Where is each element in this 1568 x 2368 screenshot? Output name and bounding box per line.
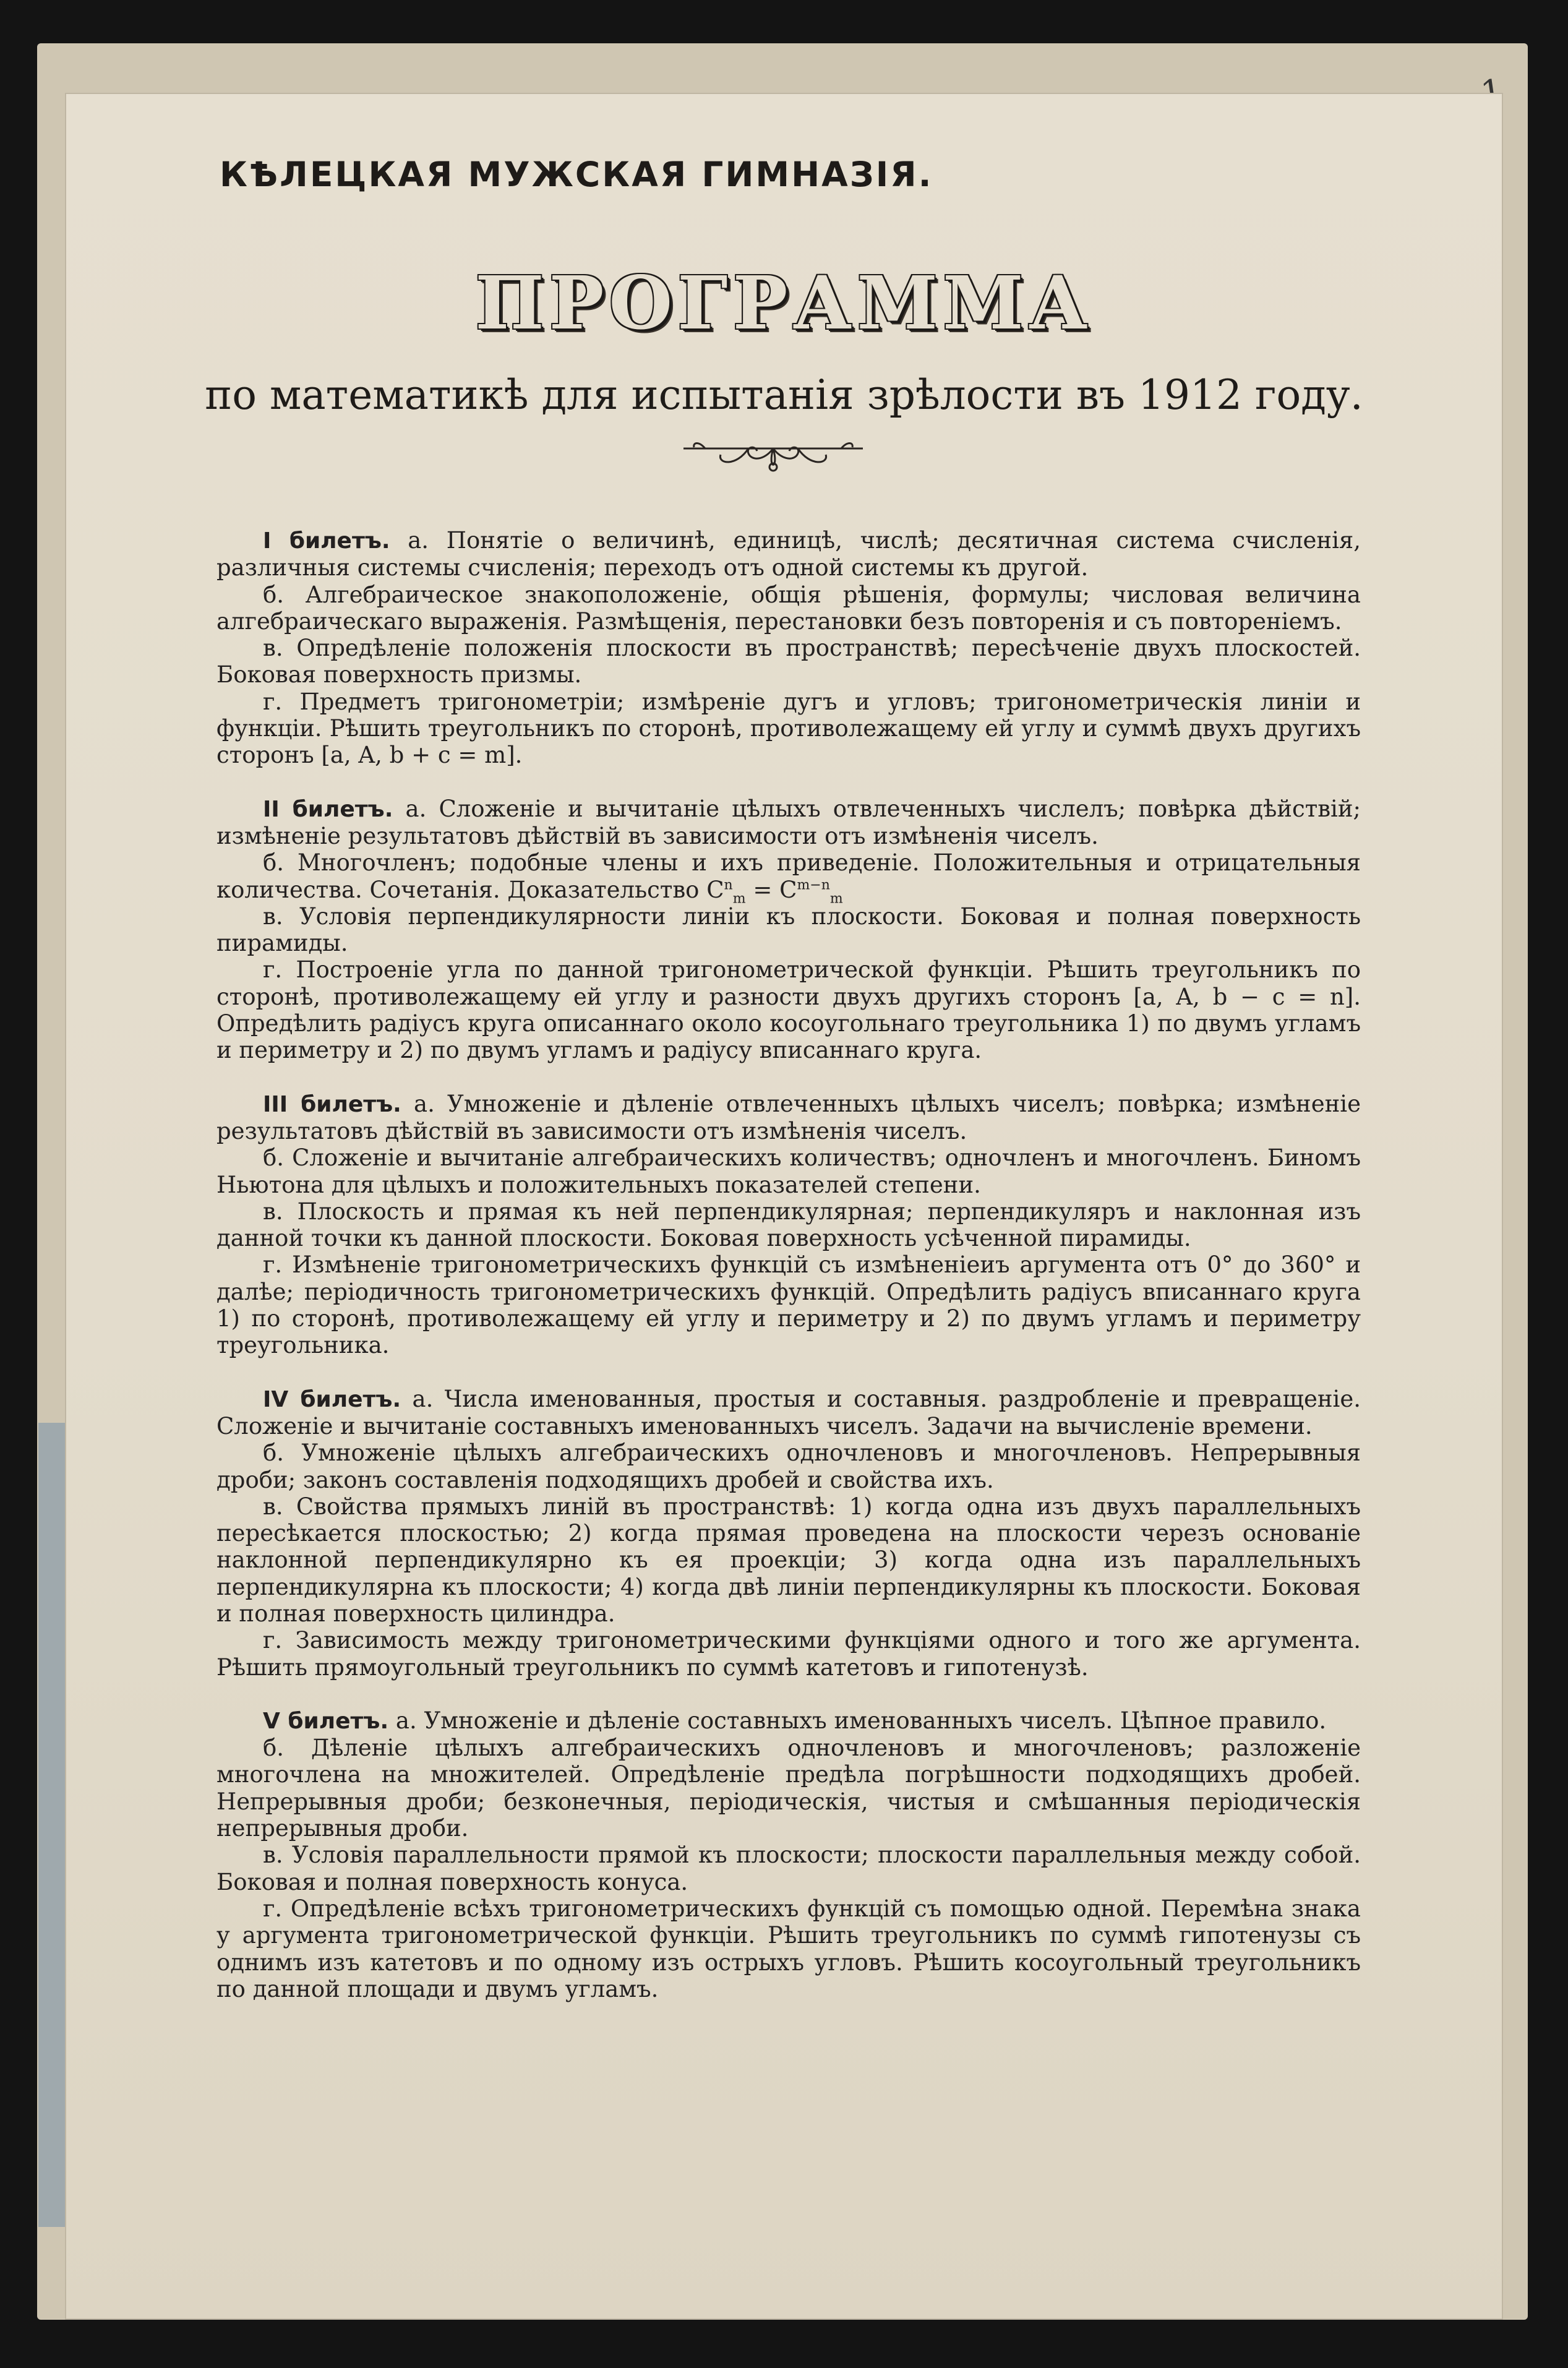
ticket-paragraph: б. Алгебраическое знакоположеніе, общія рѣшенія, формулы; числовая величина алгебраическаго выраженія. Размѣщенія, перестановки безъ повторенія и съ повтореніемъ. (216, 581, 1361, 635)
school-name: КѢЛЕЦКАЯ МУЖСКАЯ ГИМНАЗІЯ. (220, 155, 933, 194)
ticket-paragraph: в. Опредѣленіе положенія плоскости въ пространствѣ; пересѣченіе двухъ плоскостей. Боковая поверхность призмы. (216, 635, 1361, 689)
ticket-paragraph: г. Предметъ тригонометріи; измѣреніе дугъ и угловъ; тригонометрическія линіи и функціи. Рѣшить треугольникъ по сторонѣ, противолежащему ей углу и суммѣ двухъ другихъ сторонъ [a, A, b + c = m]. (216, 688, 1361, 769)
ticket-paragraph: б. Дѣленіе цѣлыхъ алгебраическихъ одночленовъ и многочленовъ; разложеніе многочлена на множителей. Опредѣленіе предѣла погрѣшности подходящихъ дробей. Непрерывныя дроби; безконечныя, періодическія, чистыя и смѣшанныя періодическія непрерывныя дроби. (216, 1735, 1361, 1842)
ticket-paragraph: в. Свойства прямыхъ линій въ пространствѣ: 1) когда одна изъ двухъ параллельныхъ пересѣкается плоскостью; 2) когда прямая проведена на плоскости черезъ основаніе наклонной перпендикулярно къ ея проекціи; 3) когда одна изъ параллельныхъ перпендикулярна къ плоскости; 4) когда двѣ линіи перпендикулярны къ плоскости. Боковая и полная поверхность цилиндра. (216, 1493, 1361, 1627)
ticket-heading: V билетъ. (263, 1708, 389, 1734)
ticket-heading: III билетъ. (263, 1091, 401, 1117)
ticket-paragraph: г. Зависимость между тригонометрическими функціями одного и того же аргумента. Рѣшить прямоугольный треугольникъ по суммѣ катетовъ и гипотенузѣ. (216, 1627, 1361, 1681)
ticket-paragraph: в. Условія параллельности прямой къ плоскости; плоскости параллельныя между собой. Боковая и полная поверхность конуса. (216, 1842, 1361, 1895)
ticket-item: а. Числа именованныя, простыя и составныя. раздробленіе и превращеніе. Сложеніе и вычитаніе составныхъ именованныхъ чиселъ. Задачи на вычисленіе времени. (216, 1385, 1361, 1439)
ticket-paragraph (216, 1707, 1361, 1735)
ticket-paragraph: г. Опредѣленіе всѣхъ тригонометрическихъ функцій съ помощью одной. Перемѣна знака у аргумента тригонометрической функціи. Рѣшить треугольникъ по суммѣ гипотенузы съ однимъ изъ катетовъ и по одному изъ острыхъ угловъ. Рѣшить косоугольный треугольникъ по данной площади и двумъ угламъ. (216, 1895, 1361, 2002)
document-title: ПРОГРАММА (475, 260, 1093, 346)
ticket-item: б. Многочленъ; подобные члены и ихъ приведеніе. Положительныя и отрицательныя количества. Сочетанія. Доказательство (216, 849, 1361, 903)
ticket-item: а. Умноженіе и дѣленіе отвлеченныхъ цѣлыхъ чиселъ; повѣрка; измѣненіе результатовъ дѣйствій въ зависимости отъ измѣненія чиселъ. (216, 1090, 1361, 1144)
ticket-paragraph (216, 796, 1361, 850)
ticket-paragraph: б. Сложеніе и вычитаніе алгебраическихъ количествъ; одночленъ и многочленъ. Биномъ Ньютона для цѣлыхъ и положительныхъ показателей степени. (216, 1144, 1361, 1198)
ticket-paragraph (216, 1091, 1361, 1145)
ticket-heading: I билетъ. (263, 528, 390, 554)
ticket-item: а. Сложеніе и вычитаніе цѣлыхъ отвлеченныхъ числелъ; повѣрка дѣйствій; измѣненіе результатовъ дѣйствій въ зависимости отъ измѣненія чиселъ. (216, 795, 1361, 849)
ticket-paragraph (216, 1386, 1361, 1440)
ticket-section (216, 1091, 1361, 1359)
ticket-paragraph (216, 849, 1361, 906)
ticket-item: а. Умноженіе и дѣленіе составныхъ именованныхъ чиселъ. Цѣпное правило. (395, 1707, 1327, 1734)
combination-formula: $C^n_m = C^{m-n}_m$ (706, 876, 843, 906)
ticket-paragraph: б. Умноженіе цѣлыхъ алгебраическихъ одночленовъ и многочленовъ. Непрерывныя дроби; законъ составленія подходящихъ дробей и свойства ихъ. (216, 1439, 1361, 1493)
ticket-paragraph: в. Условія перпендикулярности линіи къ плоскости. Боковая и полная поверхность пирамиды. (216, 903, 1361, 957)
document-subtitle: по математикѣ для испытанія зрѣлости въ 1912 году. (205, 371, 1363, 419)
ticket-paragraph: в. Плоскость и прямая къ ней перпендикулярная; перпендикуляръ и наклонная изъ данной точки къ данной плоскости. Боковая поверхность усѣченной пирамиды. (216, 1198, 1361, 1252)
ticket-section (216, 796, 1361, 1064)
ticket-heading: II билетъ. (263, 796, 393, 822)
ticket-section (216, 1386, 1361, 1681)
ornament-icon (680, 436, 866, 479)
ticket-item: а. Понятіе о величинѣ, единицѣ, числѣ; десятичная система счисленія, различныя системы счисленія; переходъ отъ одной системы къ другой. (216, 527, 1361, 581)
ticket-paragraph: г. Измѣненіе тригонометрическихъ функцій съ измѣненіеиъ аргумента отъ 0° до 360° и далѣе; періодичность тригонометрическихъ функцій. Опредѣлить радіусъ вписаннаго круга 1) по сторонѣ, противолежащему ей углу и периметру и 2) по двумъ угламъ и периметру треугольника. (216, 1251, 1361, 1359)
ticket-section (216, 527, 1361, 769)
ticket-heading: IV билетъ. (263, 1386, 401, 1412)
tickets-body (216, 527, 1361, 2002)
ticket-paragraph (216, 527, 1361, 581)
ticket-section (216, 1707, 1361, 2002)
ticket-paragraph: г. Построеніе угла по данной тригонометрической функціи. Рѣшить треугольникъ по сторонѣ, противолежащему ей углу и разности двухъ другихъ сторонъ [a, A, b − c = n]. Опредѣлить радіусъ круга описаннаго около косоугольнаго треугольника 1) по двумъ угламъ и периметру и 2) по двумъ угламъ и радіусу вписаннаго круга. (216, 956, 1361, 1064)
